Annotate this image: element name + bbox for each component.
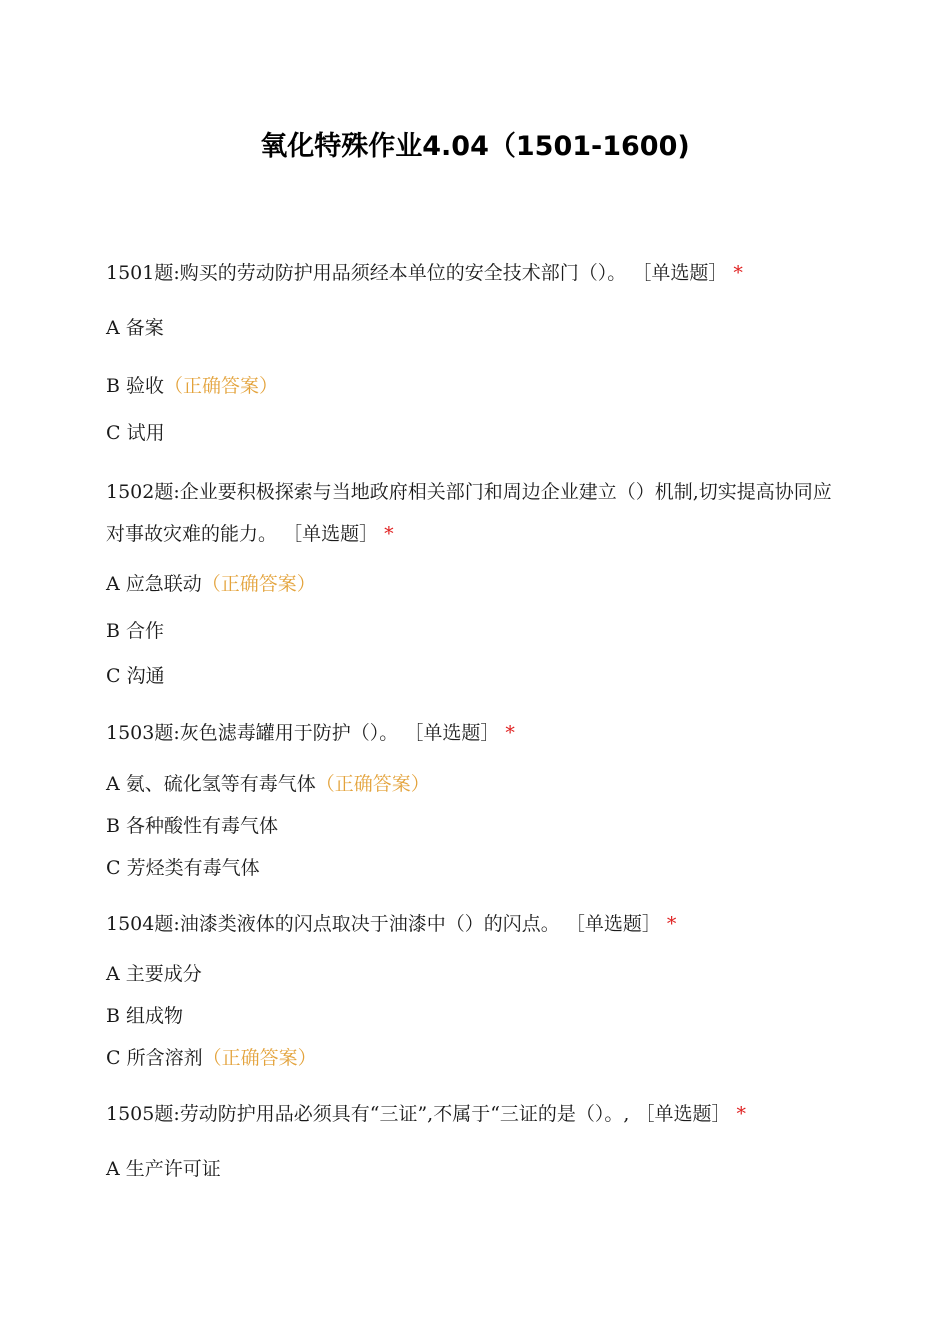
correct-answer-label: （正确答案） [202, 1047, 317, 1069]
question-type: ［单选题］ [404, 722, 500, 744]
option-1502-c[interactable]: C 沟通 [106, 665, 165, 687]
option-1502-a[interactable]: A 应急联动（正确答案） [106, 573, 316, 595]
required-mark: * [733, 262, 743, 284]
option-1504-b[interactable]: B 组成物 [106, 1005, 184, 1027]
correct-answer-label: （正确答案） [164, 375, 279, 397]
question-1505 [106, 1105, 746, 1124]
correct-answer-label: （正确答案） [315, 773, 430, 795]
question-text: 1505题:劳动防护用品必须具有“三证”,不属于“三证的是（）。, [106, 1103, 630, 1125]
question-text: 1501题:购买的劳动防护用品须经本单位的安全技术部门（）。 [106, 262, 627, 284]
option-1504-c[interactable]: C 所含溶剂（正确答案） [106, 1047, 317, 1069]
page-title: 氧化特殊作业4.04（1501-1600) [260, 131, 690, 162]
required-mark: * [505, 722, 515, 744]
question-type: ［单选题］ [283, 523, 379, 545]
option-1505-a[interactable]: A 生产许可证 [106, 1158, 221, 1180]
question-type: ［单选题］ [632, 262, 728, 284]
required-mark: * [736, 1103, 747, 1125]
option-1504-a[interactable]: A 主要成分 [106, 963, 202, 985]
option-1503-c[interactable]: C 芳烃类有毒气体 [106, 857, 260, 879]
question-1504 [106, 915, 676, 934]
question-type: ［单选题］ [565, 913, 661, 935]
option-1501-a[interactable]: A 备案 [106, 317, 164, 339]
question-text: 1503题:灰色滤毒罐用于防护（）。 [106, 722, 399, 744]
question-text: 1502题:企业要积极探索与当地政府相关部门和周边企业建立（）机制,切实提高协同应对事故灾难的能力。 [106, 481, 832, 545]
question-type: ［单选题］ [635, 1103, 731, 1125]
required-mark: * [384, 523, 394, 545]
required-mark: * [666, 913, 677, 935]
option-1503-a[interactable]: A 氨、硫化氢等有毒气体（正确答案） [106, 773, 430, 795]
option-1501-b[interactable]: B 验收（正确答案） [106, 375, 279, 397]
option-1502-b[interactable]: B 合作 [106, 620, 165, 642]
question-text: 1504题:油漆类液体的闪点取决于油漆中（）的闪点。 [106, 913, 560, 935]
option-1501-c[interactable]: C 试用 [106, 422, 165, 444]
question-1501 [106, 252, 846, 294]
correct-answer-label: （正确答案） [201, 573, 316, 595]
question-1503 [106, 724, 515, 743]
question-1502 [106, 471, 846, 555]
option-1503-b[interactable]: B 各种酸性有毒气体 [106, 815, 279, 837]
